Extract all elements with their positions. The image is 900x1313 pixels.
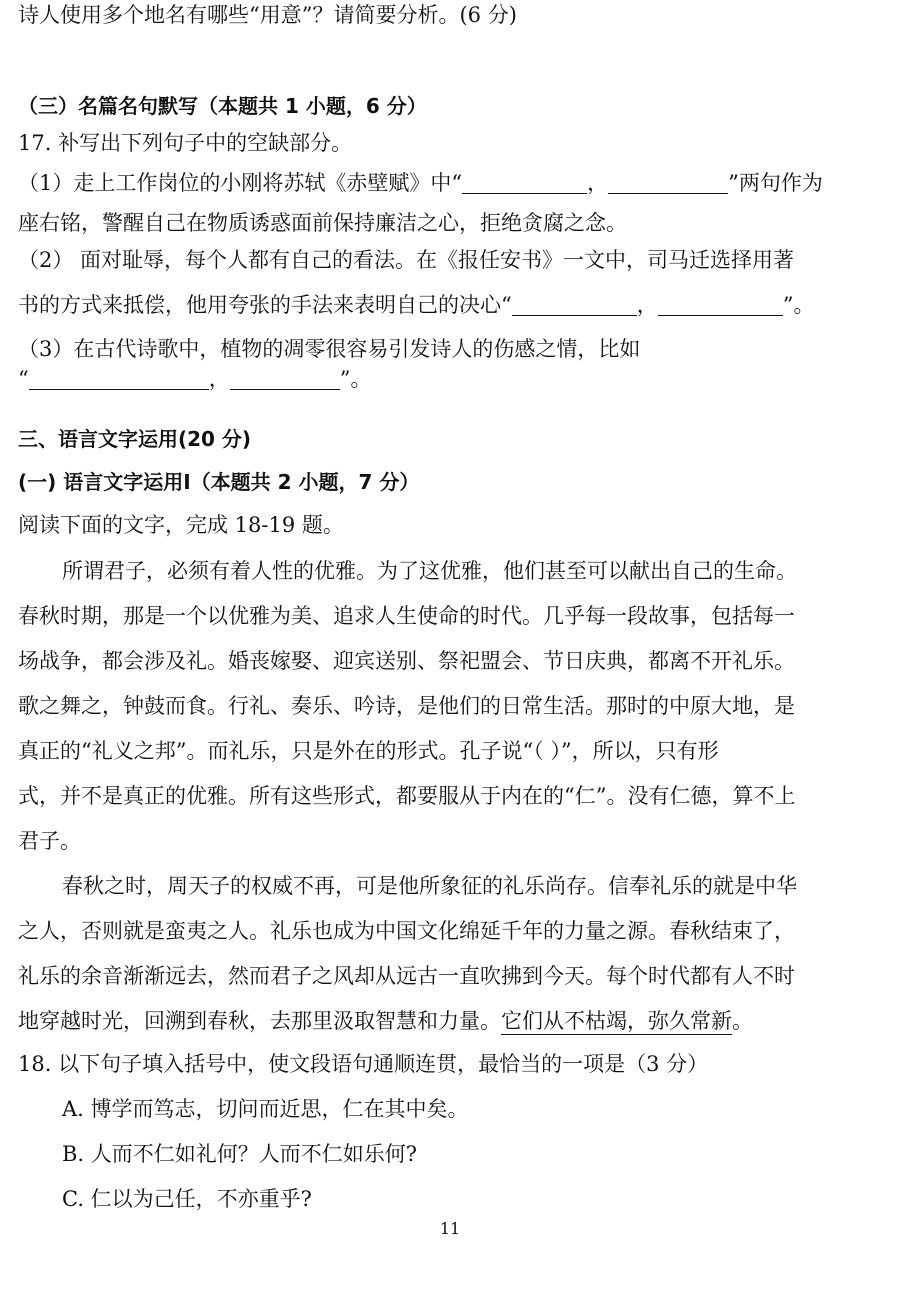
q17-1-blank-2[interactable] [608,171,728,194]
q17-3-line1: （3）在古代诗歌中，植物的凋零很容易引发诗人的伤感之情，比如 [18,337,641,361]
passage-line-4: 歌之舞之，钟鼓而食。行礼、奏乐、吟诗，是他们的日常生活。那时的中原大地，是 [18,694,795,718]
q17-2-line1: （2） 面对耻辱，每个人都有自己的看法。在《报任安书》一文中，司马迁选择用著 [18,248,795,272]
passage-line-7: 君子。 [18,829,81,853]
passage-last-text-b: 。 [732,1009,753,1033]
q18-stem: 18. 以下句子填入括号中，使文段语句通顺连贯，最恰当的一项是（3 分） [18,1052,709,1076]
passage-line-9: 之人，否则就是蛮夷之人。礼乐也成为中国文化绵延千年的力量之源。春秋结束了， [18,919,795,943]
q17-2-text-b: ， [636,293,658,317]
q17-1-text-a: （1）走上工作岗位的小刚将苏轼《赤壁赋》中“ [18,171,463,195]
q17-3-text-a: “ [18,367,29,391]
passage-line-1: 所谓君子，必须有着人性的优雅。为了这优雅，他们甚至可以献出自己的生命。 [62,559,797,583]
q17-stem: 17. 补写出下列句子中的空缺部分。 [18,131,353,155]
section-poems-heading: （三）名篇名句默写（本题共 1 小题，6 分） [18,94,427,118]
passage-underlined-sentence: 它们从不枯竭，弥久常新 [501,1009,732,1033]
q17-1-blank-1[interactable] [462,171,587,194]
passage-line-6: 式，并不是真正的优雅。所有这些形式，都要服从于内在的“仁”。没有仁德，算不上 [18,784,796,808]
q17-3-line2 [18,364,880,394]
top-question: 诗人使用多个地名有哪些“用意”？请简要分析。(6 分) [18,3,517,27]
q17-3-blank-1[interactable] [29,367,209,390]
q17-2-blank-2[interactable] [658,293,783,316]
q17-2-text-a: 书的方式来抵偿，他用夸张的手法来表明自己的决心“ [18,293,512,317]
passage-line-2: 春秋时期，那是一个以优雅为美、追求人生使命的时代。几乎每一段故事，包括每一 [18,604,795,628]
q18-option-a: A. 博学而笃志，切问而近思，仁在其中矣。 [62,1097,469,1121]
q17-1-text-c: ”两句作为 [728,171,823,195]
passage-line-11 [18,1006,880,1036]
passage-line-3: 场战争，都会涉及礼。婚丧嫁娶、迎宾送别、祭祀盟会、节日庆典，都离不开礼乐。 [18,649,795,673]
passage-line-10: 礼乐的余音渐渐远去，然而君子之风却从远古一直吹拂到今天。每个时代都有人不时 [18,964,795,988]
q17-3-text-c: ”。 [339,367,372,391]
q18-option-b: B. 人而不仁如礼何？人而不仁如乐何? [62,1142,418,1166]
section-language-heading: 三、语言文字运用(20 分) [18,427,252,451]
q17-3-text-b: ， [208,367,230,391]
q17-2-line2 [18,290,880,320]
page-number: 11 [439,1219,461,1238]
reading-instruction: 阅读下面的文字，完成 18-19 题。 [18,513,344,537]
q17-1-line2: 座右铭，警醒自己在物质诱惑面前保持廉洁之心，拒绝贪腐之念。 [18,211,627,235]
q17-2-blank-1[interactable] [512,293,637,316]
q17-1-text-b: ， [587,171,609,195]
q17-2-text-c: ”。 [782,293,815,317]
section-language-subheading: (一) 语言文字运用Ⅰ（本题共 2 小题，7 分） [18,470,420,494]
passage-line-8: 春秋之时，周天子的权威不再，可是他所象征的礼乐尚存。信奉礼乐的就是中华 [62,874,797,898]
passage-line-5: 真正的“礼义之邦”。而礼乐，只是外在的形式。孔子说“（ ）”，所以，只有形 [18,739,719,763]
q17-1-line1 [18,168,880,198]
q18-option-c: C. 仁以为己任，不亦重乎? [62,1187,312,1211]
q17-3-blank-2[interactable] [230,367,340,390]
passage-last-text-a: 地穿越时光，回溯到春秋，去那里汲取智慧和力量。 [18,1009,501,1033]
